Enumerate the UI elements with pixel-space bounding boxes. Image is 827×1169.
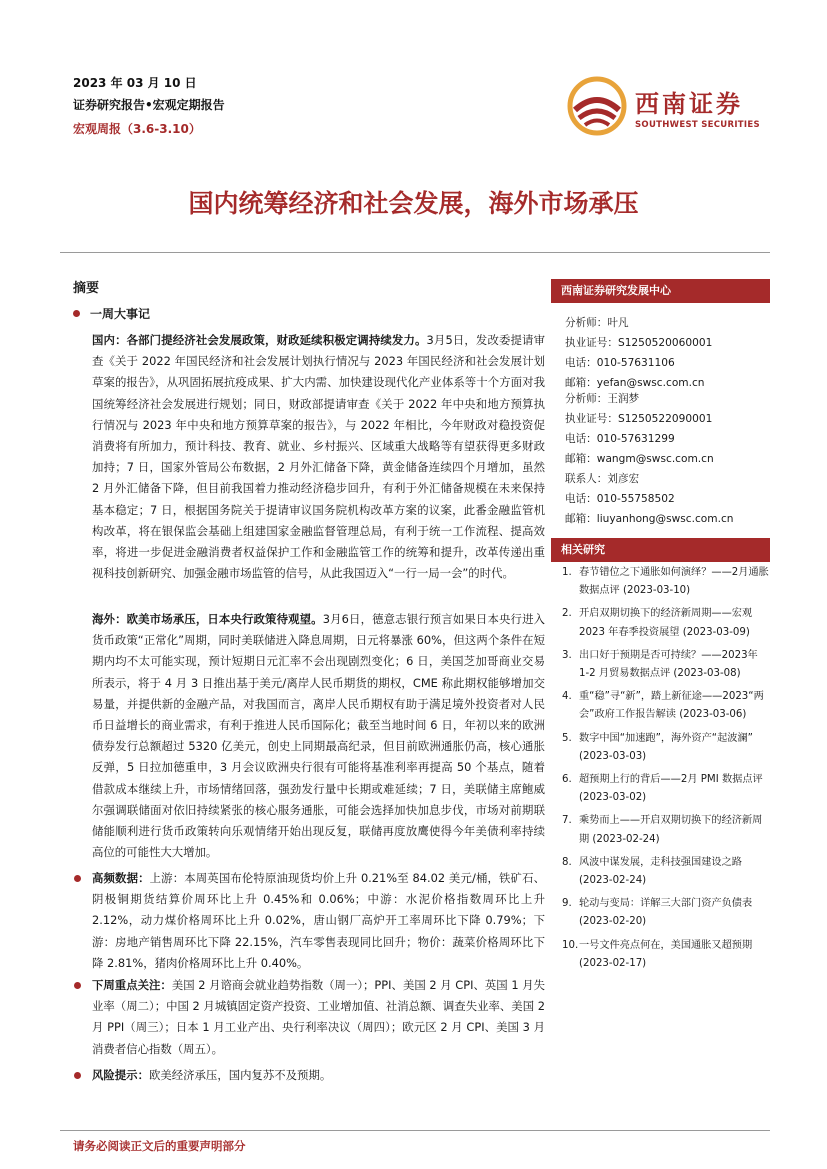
related-item[interactable]: 2. 开启双期切换下的经济新周期——宏观 2023 年春季投资展望 (2023-03-09) [562, 608, 753, 638]
related-item[interactable]: 10. 一号文件亮点何在，美国通胀又超预期 (2023-02-17) [562, 939, 753, 969]
contact-email[interactable]: 邮箱：liuyanhong@swsc.com.cn [565, 513, 734, 525]
analyst-phone: 电话：010-57631106 [565, 357, 675, 369]
related-item[interactable]: 6. 超预期上行的背后——2月 PMI 数据点评 (2023-03-02) [562, 774, 763, 804]
analyst-block-2 [565, 389, 714, 469]
summary-heading: 摘要 [73, 281, 100, 296]
contact-name: 联系人：刘彦宏 [565, 473, 640, 485]
logo-emblem-icon [567, 76, 627, 136]
report-title: 国内统筹经济和社会发展，海外市场承压 [188, 189, 639, 218]
paragraph-high-frequency [92, 868, 545, 974]
analyst-name: 分析师：叶凡 [565, 317, 629, 329]
domestic-lead: 国内：各部门提经济社会发展政策，财政延续积极定调持续发力。 [92, 333, 427, 347]
paragraph-overseas [92, 609, 545, 863]
related-item[interactable]: 9. 轮动与变局：详解三大部门资产负债表 (2023-02-20) [562, 898, 753, 928]
related-research-list [562, 564, 770, 973]
header-divider [60, 252, 770, 253]
analyst-name: 分析师：王润梦 [565, 393, 640, 405]
logo-name-cn: 西南证券 [635, 89, 743, 118]
risk-text: 欧美经济承压，国内复苏不及预期。 [148, 1068, 332, 1082]
analyst-block-1 [565, 313, 712, 393]
risk-lead: 风险提示： [92, 1068, 149, 1082]
next-lead: 下周重点关注： [92, 978, 172, 992]
analyst-phone: 电话：010-57631299 [565, 433, 675, 445]
related-item[interactable]: 5. 数字中国“加速跑”，海外资产“起波澜” (2023-03-03) [562, 732, 753, 762]
hf-text: 上游：本周英国布伦特原油现货均价上升 0.21%至 84.02 美元/桶，铁矿石、阴极铜期货结算价周环比上升 0.45%和 0.06%；中游：水泥价格指数周环比上升 2.12%，动力煤价格周环比上升 0.02%，唐山钢厂高炉开工率周环比下降 0.79%；下游：房地产销售周环比下降 22.15%，汽车零售表现同比回升；物价：蔬菜价格周环比下降 2.81%，猪肉价格周环比上升 0.40%。 [92, 871, 545, 970]
related-research-header: 相关研究 [551, 538, 770, 562]
section-heading-weekly-events: 一周大事记 [73, 305, 150, 322]
footer-divider [60, 1130, 770, 1131]
report-series: 宏观周报（3.6-3.10） [73, 122, 201, 136]
next-text: 美国 2 月谘商会就业趋势指数（周一）；PPI、美国 2 月 CPI、英国 1 月失业率（周二）；中国 2 月城镇固定资产投资、工业增加值、社消总额、调查失业率、美国 2 月 PPI（周三）；日本 1 月工业产出、央行利率决议（周四）；欧元区 2 月 CPI、美国 3 月消费者信心指数（周五）。 [92, 978, 545, 1056]
related-item[interactable]: 4. 重“稳”寻“新”，踏上新征途——2023“两会”政府工作报告解读 (2023-03-06) [562, 691, 764, 721]
report-date: 2023 年 03 月 10 日 [73, 76, 197, 90]
research-center-header: 西南证券研究发展中心 [551, 279, 770, 303]
bullet-dot-icon [73, 310, 80, 317]
contact-block [565, 469, 734, 529]
hf-lead: 高频数据： [92, 871, 150, 885]
analyst-email[interactable]: 邮箱：wangm@swsc.com.cn [565, 453, 714, 465]
related-item[interactable]: 1. 春节错位之下通胀如何演绎？——2月通胀数据点评 (2023-03-10) [562, 567, 769, 597]
contact-phone: 电话：010-55758502 [565, 493, 675, 505]
related-item[interactable]: 3. 出口好于预期是否可持续？——2023年 1-2 月贸易数据点评 (2023-03-08) [562, 649, 758, 680]
related-item[interactable]: 7. 乘势而上——开启双期切换下的经济新周期 (2023-02-24) [562, 815, 763, 845]
report-type: 证券研究报告•宏观定期报告 [73, 98, 225, 112]
overseas-text: 3月6日，德意志银行预言如果日本央行进入货币政策“正常化”周期，同时美联储进入降息周期，日元将暴涨 60%，但这两个条件在短期内均不太可能实现，预计短期日元汇率不会出现剧烈变化；6 日，美国芝加哥商业交易所表示，将于 4 月 3 日推出基于美元/离岸人民币期货的期权，CME 称此期权能够增加交易量，并提供新的金融产品，对我国而言，离岸人民币期权有助于满足境外投资者对人民币日益增长的商业需求，有利于推进人民币国际化；截至当地时间 6 日，年初以来的欧洲债券发行总额超过 5320 亿美元，创史上同期最高纪录，但目前欧洲通胀仍高，核心通胀反弹，5 日拉加德重申，3 月会议欧洲央行很有可能将基准利率再提高 50 个基点，随着借款成本继续上升，市场情绪回落，强劲发行量中长期或难延续；7 日，美联储主席鲍威尔强调联储面对依旧持续紧张的核心服务通胀，可能会选择加快加息步伐，市场对前期联储能顺利进行货币政策转向乐观情绪开始出现反复，联储再度放鹰使得今年美债利率持续高位的可能性大大增加。 [92, 612, 545, 860]
paragraph-risk [92, 1065, 545, 1086]
overseas-lead: 海外：欧美市场承压，日本央行政策待观望。 [92, 612, 323, 626]
analyst-license: 执业证号：S1250522090001 [565, 413, 713, 425]
paragraph-domestic [92, 330, 545, 584]
paragraph-next-week [92, 975, 545, 1060]
bullet-dot-icon [74, 875, 81, 882]
company-logo [567, 76, 767, 136]
logo-name-en: SOUTHWEST SECURITIES [635, 120, 760, 130]
analyst-email[interactable]: 邮箱：yefan@swsc.com.cn [565, 377, 705, 389]
bullet-dot-icon [74, 1072, 81, 1079]
related-item[interactable]: 8. 风波中谋发展，走科技强国建设之路 (2023-02-24) [562, 856, 742, 887]
footer-disclaimer: 请务必阅读正文后的重要声明部分 [73, 1139, 246, 1153]
domestic-text: 3月5日，发改委提请审查《关于 2022 年国民经济和社会发展计划执行情况与 2023 年国民经济和社会发展计划草案的报告》，从巩固拓展抗疫成果、扩大内需、加快建设现代化产业体系等十个方面对我国统筹经济社会发展进行规划；同日，财政部提请审查《关于 2022 年中央和地方预算执行情况与 2023 年中央和地方预算草案的报告》，与 2022 年相比，今年财政对稳投资促消费将有所加力，预计科技、教育、就业、乡村振兴、区域重大战略等有望获得更多财政加持；7 日，国家外管局公布数据，2 月外汇储备下降，黄金储备连续四个月增加，虽然 2 月外汇储备下降，但目前我国着力推动经济稳步回升，有利于外汇储备规模在未来保持基本稳定；7 日，根据国务院关于提请审议国务院机构改革方案的议案，此番金融监管机构改革，将在银保监会基础上组建国家金融监督管理总局，有利于统一工作流程、提高效率，将进一步促进金融消费者权益保护工作和金融监管工作的统筹和提升，改革传递出重视科技创新研究、加强金融市场监管的信号，从此我国迈入“一行一局一会”的时代。 [92, 333, 545, 581]
analyst-license: 执业证号：S1250520060001 [565, 337, 713, 349]
bullet-dot-icon [74, 982, 81, 989]
